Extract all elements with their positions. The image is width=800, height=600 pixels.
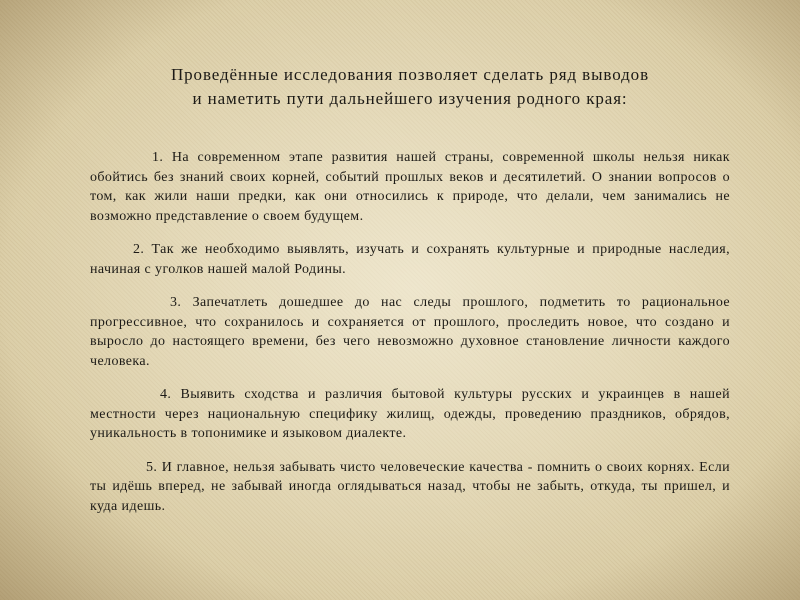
slide-title-line-2: и наметить пути дальнейшего изучения родного края: [192,89,628,108]
conclusion-paragraph-2: 2. Так же необходимо выявлять, изучать и сохранять культурные и природные наследия, начиная с уголков нашей малой Родины. [90,242,730,277]
conclusion-paragraph-1: 1. На современном этапе развития нашей страны, современной школы нельзя никак обойтись без знаний своих корней, событий прошлых веков и десятилетий. О знании вопросов о том, как жили наши предки, как они относились к природе, что делали, чем занимались не возможно представление о своем будущем. [90,150,730,224]
slide-title [90,63,730,111]
conclusion-paragraph-3: 3. Запечатлеть дошедшее до нас следы прошлого, подметить то рациональное прогрессивное, что сохранилось и сохраняется от прошлого, проследить новое, что создано и выросло до настоящего времени, без чего невозможно духовное становление личности каждого человека. [90,295,730,369]
conclusion-paragraph-4: 4. Выявить сходства и различия бытовой культуры русских и украинцев в нашей местности через национальную специфику жилищ, одежды, проведению праздников, обрядов, уникальность в топонимике и языковом диалекте. [90,387,730,441]
slide-title-line-1: Проведённые исследования позволяет сделать ряд выводов [170,65,650,84]
slide-content [90,63,730,530]
conclusion-paragraph-5: 5. И главное, нельзя забывать чисто человеческие качества - помнить о своих корнях. Если ты идёшь вперед, не забывай иногда оглядываться назад, чтобы не забыть, откуда, ты пришел, и куда идешь. [90,459,730,514]
conclusions-list [90,148,730,516]
